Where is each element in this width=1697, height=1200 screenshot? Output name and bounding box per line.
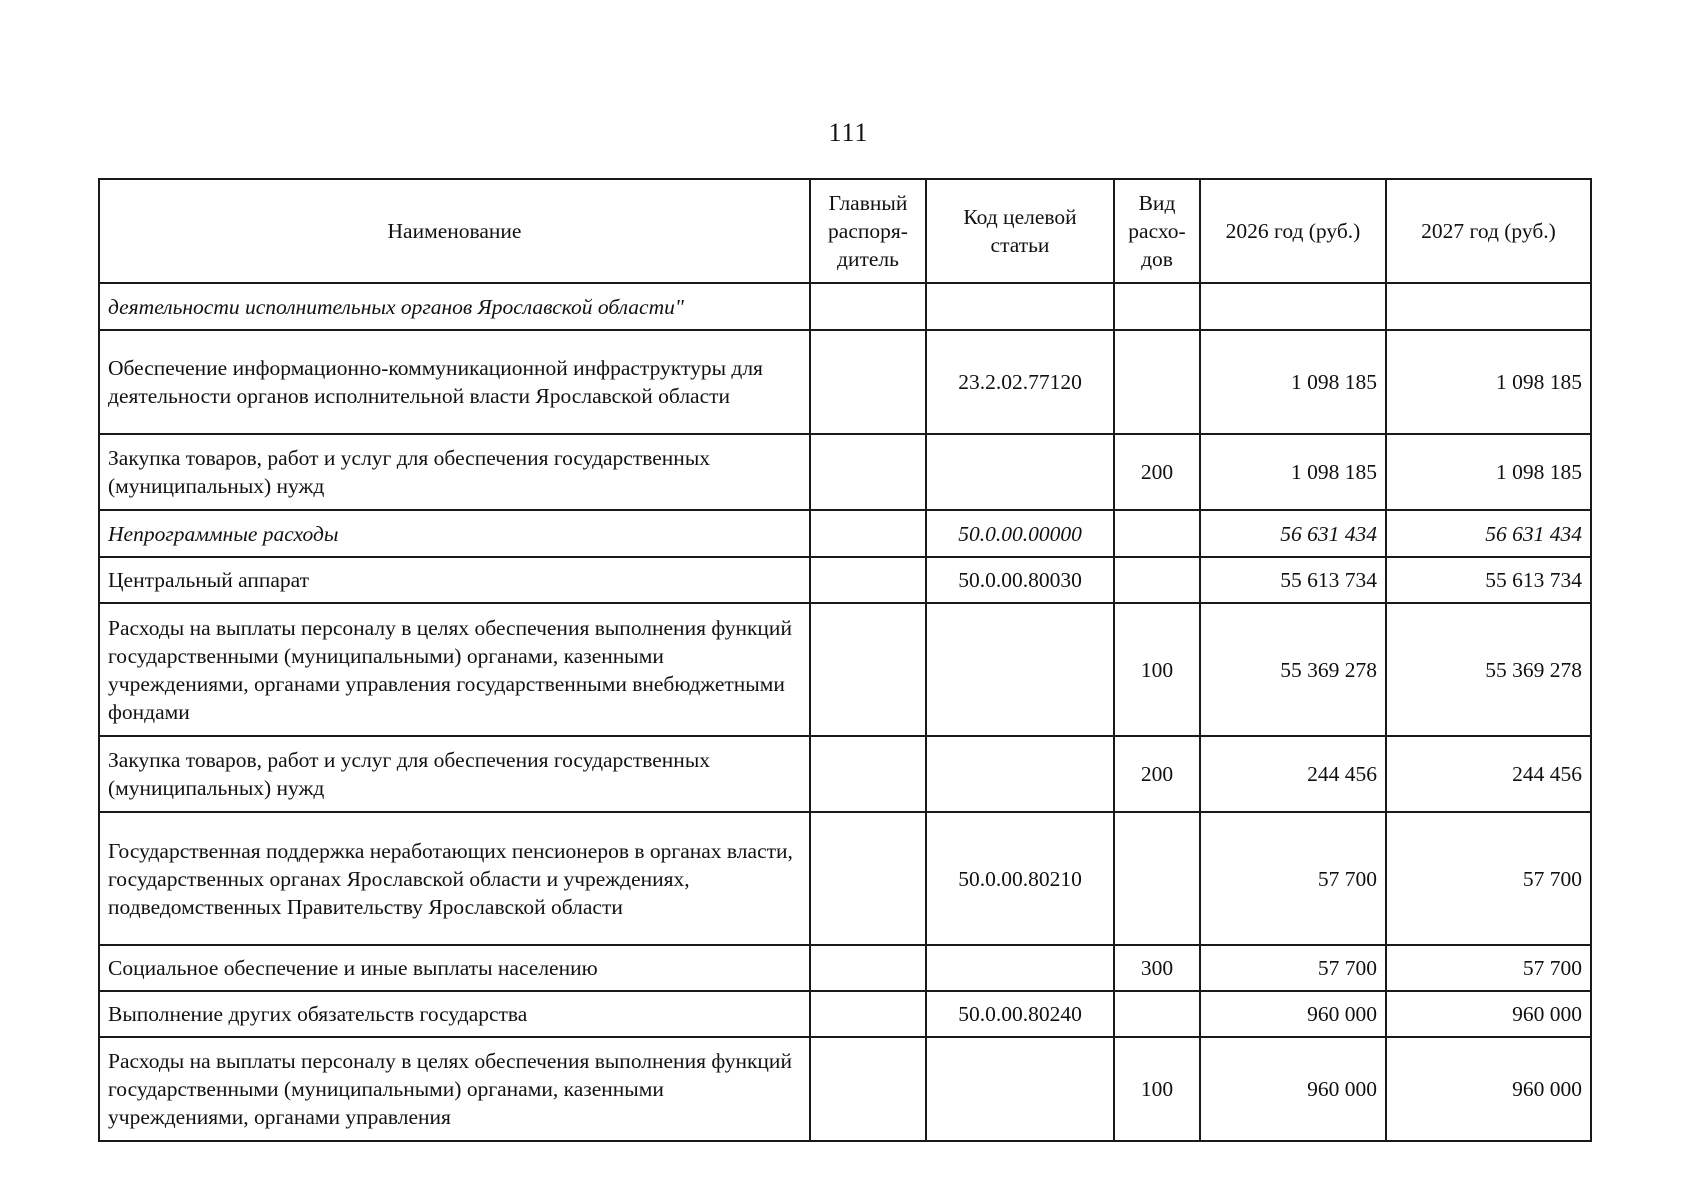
row-name: Непрограммные расходы bbox=[99, 510, 810, 557]
table-row bbox=[99, 736, 1591, 812]
page-number: 111 bbox=[828, 118, 869, 147]
row-name: деятельности исполнительных органов Ярославской области" bbox=[99, 283, 810, 330]
row-2026: 57 700 bbox=[1200, 945, 1386, 991]
row-2027: 960 000 bbox=[1386, 1037, 1591, 1141]
row-code: 50.0.00.00000 bbox=[926, 510, 1114, 557]
table-row bbox=[99, 991, 1591, 1037]
row-main bbox=[810, 283, 926, 330]
row-2027 bbox=[1386, 283, 1591, 330]
header-main-manager: Главный распоря-дитель bbox=[810, 179, 926, 283]
table-row bbox=[99, 1037, 1591, 1141]
row-2027: 56 631 434 bbox=[1386, 510, 1591, 557]
row-2027: 57 700 bbox=[1386, 945, 1591, 991]
row-code: 50.0.00.80210 bbox=[926, 812, 1114, 945]
row-main bbox=[810, 603, 926, 736]
row-2026: 960 000 bbox=[1200, 991, 1386, 1037]
row-kind bbox=[1114, 991, 1200, 1037]
row-name: Социальное обеспечение и иные выплаты населению bbox=[99, 945, 810, 991]
row-2026: 56 631 434 bbox=[1200, 510, 1386, 557]
row-main bbox=[810, 434, 926, 510]
row-2027: 57 700 bbox=[1386, 812, 1591, 945]
header-name: Наименование bbox=[99, 179, 810, 283]
table-row bbox=[99, 434, 1591, 510]
table-row bbox=[99, 945, 1591, 991]
row-2027: 55 369 278 bbox=[1386, 603, 1591, 736]
row-main bbox=[810, 736, 926, 812]
row-name: Обеспечение информационно-коммуникационной инфраструктуры для деятельности органов исполнительной власти Ярославской области bbox=[99, 330, 810, 434]
table-row bbox=[99, 603, 1591, 736]
row-main bbox=[810, 991, 926, 1037]
budget-table bbox=[98, 178, 1592, 1142]
row-code bbox=[926, 736, 1114, 812]
table-row bbox=[99, 283, 1591, 330]
row-kind: 200 bbox=[1114, 434, 1200, 510]
table-row bbox=[99, 330, 1591, 434]
row-2026: 1 098 185 bbox=[1200, 434, 1386, 510]
table-header-row bbox=[99, 179, 1591, 283]
row-code: 50.0.00.80030 bbox=[926, 557, 1114, 603]
row-2026: 57 700 bbox=[1200, 812, 1386, 945]
table-row bbox=[99, 510, 1591, 557]
row-main bbox=[810, 812, 926, 945]
header-expense-type: Вид расхо-дов bbox=[1114, 179, 1200, 283]
row-2027: 1 098 185 bbox=[1386, 434, 1591, 510]
row-code bbox=[926, 1037, 1114, 1141]
row-2027: 1 098 185 bbox=[1386, 330, 1591, 434]
row-code: 23.2.02.77120 bbox=[926, 330, 1114, 434]
row-kind bbox=[1114, 557, 1200, 603]
row-name: Закупка товаров, работ и услуг для обеспечения государственных (муниципальных) нужд bbox=[99, 736, 810, 812]
row-2026: 1 098 185 bbox=[1200, 330, 1386, 434]
row-main bbox=[810, 1037, 926, 1141]
row-2026: 960 000 bbox=[1200, 1037, 1386, 1141]
row-name: Выполнение других обязательств государства bbox=[99, 991, 810, 1037]
row-name: Расходы на выплаты персоналу в целях обеспечения выполнения функций государственными (муниципальными) органами, казенными учреждениями, органами управления bbox=[99, 1037, 810, 1141]
row-name: Закупка товаров, работ и услуг для обеспечения государственных (муниципальных) нужд bbox=[99, 434, 810, 510]
row-kind: 100 bbox=[1114, 1037, 1200, 1141]
row-kind: 300 bbox=[1114, 945, 1200, 991]
row-kind bbox=[1114, 283, 1200, 330]
row-code: 50.0.00.80240 bbox=[926, 991, 1114, 1037]
row-kind bbox=[1114, 812, 1200, 945]
header-year-2026: 2026 год (руб.) bbox=[1200, 179, 1386, 283]
row-kind: 200 bbox=[1114, 736, 1200, 812]
row-main bbox=[810, 945, 926, 991]
header-year-2027: 2027 год (руб.) bbox=[1386, 179, 1591, 283]
table-row bbox=[99, 812, 1591, 945]
row-code bbox=[926, 603, 1114, 736]
row-2027: 244 456 bbox=[1386, 736, 1591, 812]
row-main bbox=[810, 557, 926, 603]
row-code bbox=[926, 283, 1114, 330]
row-name: Расходы на выплаты персоналу в целях обеспечения выполнения функций государственными (муниципальными) органами, казенными учреждениями, органами управления государственными внебюджетными фондами bbox=[99, 603, 810, 736]
row-main bbox=[810, 510, 926, 557]
row-kind bbox=[1114, 510, 1200, 557]
row-2027: 55 613 734 bbox=[1386, 557, 1591, 603]
row-code bbox=[926, 945, 1114, 991]
row-2026 bbox=[1200, 283, 1386, 330]
row-code bbox=[926, 434, 1114, 510]
row-kind bbox=[1114, 330, 1200, 434]
header-target-code: Код целевой статьи bbox=[926, 179, 1114, 283]
row-2027: 960 000 bbox=[1386, 991, 1591, 1037]
row-2026: 55 369 278 bbox=[1200, 603, 1386, 736]
row-name: Государственная поддержка неработающих пенсионеров в органах власти, государственных органах Ярославской области и учреждениях, подведомственных Правительству Ярославской области bbox=[99, 812, 810, 945]
row-name: Центральный аппарат bbox=[99, 557, 810, 603]
table-row bbox=[99, 557, 1591, 603]
row-kind: 100 bbox=[1114, 603, 1200, 736]
row-2026: 55 613 734 bbox=[1200, 557, 1386, 603]
row-2026: 244 456 bbox=[1200, 736, 1386, 812]
row-main bbox=[810, 330, 926, 434]
